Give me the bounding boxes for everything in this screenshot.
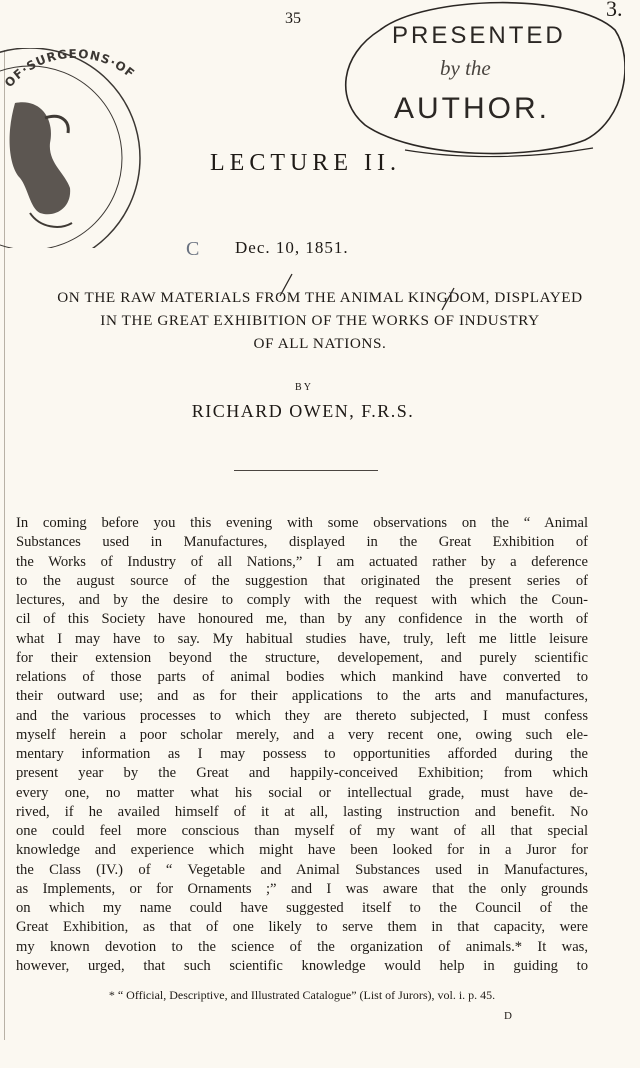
body-line: the Works of Industry of all Nations,” I am actuated rather by a deference	[16, 553, 588, 570]
body-line: Great Exhibition, as that of one likely to serve them in that capacity, were	[16, 919, 588, 936]
body-line: as Implements, or for Ornaments ;” and I was aware that the only grounds	[16, 880, 588, 897]
body-line: present year by the Great and happily-conceived Exhibition; from which	[16, 765, 588, 782]
page-number: 35	[285, 10, 301, 27]
body-line: mentary information as I may possess to opportunities afforded during the	[16, 746, 588, 762]
body-line: on which my name could have suggested itself to the Council of the	[16, 900, 588, 916]
pen-slash-mark	[438, 286, 458, 312]
body-line: what I may have to say. My habitual studies have, truly, left me little leisure	[16, 630, 588, 647]
stamp-by-the-text: by the	[440, 56, 491, 80]
stamp-author-text: AUTHOR.	[394, 92, 550, 125]
body-line: for their extension beyond the structure, developement, and purely scientific	[16, 649, 588, 666]
body-line: one could feel more conscious than myself of my want of all that special	[16, 823, 588, 839]
body-line: cil of this Society have honoured me, than by any confidence in the worth of	[16, 611, 588, 628]
seal-ring-text: OF·SURGEONS·OF	[1, 48, 138, 91]
subtitle-line-2: IN THE GREAT EXHIBITION OF THE WORKS OF INDUSTRY	[100, 312, 540, 329]
body-line: and the various processes to which they are thereto subjected, I must confess	[16, 707, 588, 724]
handwritten-c-mark: C	[186, 238, 200, 260]
body-line: lectures, and by the desire to comply with the request with which the Coun-	[16, 592, 588, 608]
lecture-body-paragraph	[16, 514, 588, 976]
subtitle-line-3: OF ALL NATIONS.	[253, 335, 387, 352]
lecture-title: LECTURE II.	[210, 150, 401, 176]
signature-mark: D	[504, 1010, 512, 1022]
body-line: their outward use; and as for their applications to the arts and manufactures,	[16, 688, 588, 705]
corner-annotation-number: 3.	[606, 0, 623, 21]
stamp-presented-text: PRESENTED	[392, 22, 566, 49]
library-seal-stamp	[0, 48, 150, 248]
body-line: rived, if he availed himself of it at all, lasting instruction and benefit. No	[16, 803, 588, 820]
body-line: to the august source of the suggestion that originated the present series of	[16, 572, 588, 589]
body-line: every one, no matter what his social or intellectual grade, must have de-	[16, 784, 588, 801]
author-name: RICHARD OWEN, F.R.S.	[191, 401, 415, 421]
svg-text:OF·SURGEONS·OF	[2, 48, 138, 90]
title-divider-rule	[234, 470, 378, 471]
footnote: * “ Official, Descriptive, and Illustrated Catalogue” (List of Jurors), vol. i. p. 45.	[108, 988, 496, 1002]
body-line: relations of those parts of animal bodies which mankind have converted to	[16, 669, 588, 685]
body-line: however, urged, that such scientific knowledge would help in guiding to	[16, 957, 588, 974]
body-line: myself herein a poor scholar merely, and a very recent one, owing such ele-	[16, 726, 588, 743]
subtitle-line-1: ON THE RAW MATERIALS FROM THE ANIMAL KINGDOM, DISPLAYED	[57, 289, 583, 306]
body-line: In coming before you this evening with some observations on the “ Animal	[16, 515, 588, 531]
body-line: Substances used in Manufactures, displayed in the Great Exhibition of	[16, 534, 588, 551]
body-line: the Class (IV.) of “ Vegetable and Animal Substances used in Manufactures,	[16, 861, 588, 878]
lecture-date: Dec. 10, 1851.	[235, 238, 349, 257]
pen-slash-mark	[276, 272, 296, 298]
body-line: my known devotion to the science of the organization of animals.* It was,	[16, 938, 588, 955]
by-label: BY	[295, 382, 313, 393]
body-line: knowledge and experience which might have been looked for in a Juror for	[16, 842, 588, 859]
